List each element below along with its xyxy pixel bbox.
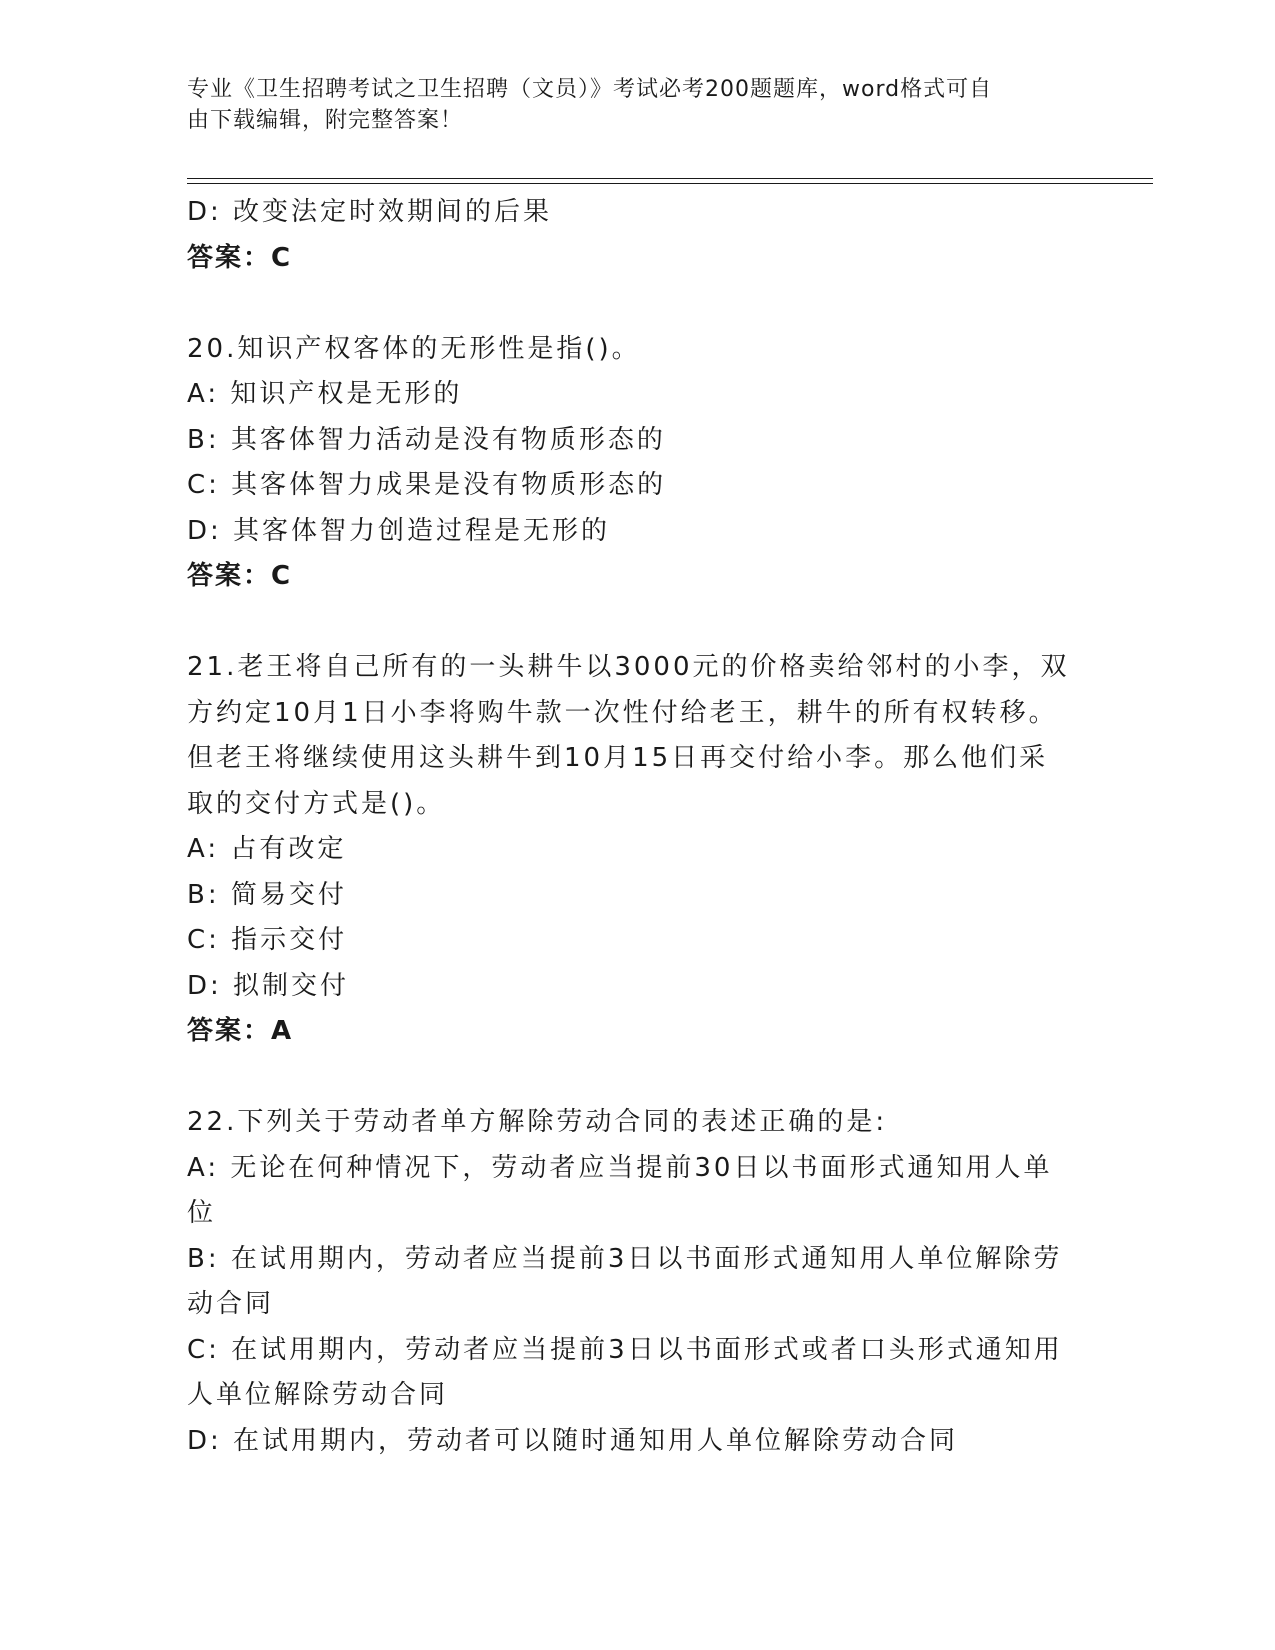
question-stem-line-4: 取的交付方式是()。 — [187, 788, 446, 819]
option-a-line-1: A: 无论在何种情况下，劳动者应当提前30日以书面形式通知用人单 — [187, 1152, 1053, 1183]
option-b-line-2: 动合同 — [187, 1289, 275, 1319]
option-c-line-2: 人单位解除劳动合同 — [187, 1380, 449, 1410]
question-19-tail — [187, 190, 1087, 281]
spacer — [187, 600, 1087, 646]
answer-label: 答案：C — [187, 561, 293, 591]
question-stem-line-1: 21.老王将自己所有的一头耕牛以3000元的价格卖给邻村的小李，双 — [187, 652, 1070, 682]
option-a-line-2: 位 — [187, 1198, 217, 1228]
header-title-line-1: 专业《卫生招聘考试之卫生招聘（文员）》考试必考200题题库，word格式可自 — [187, 77, 993, 102]
question-21 — [187, 645, 1087, 1055]
option-b: B: 简易交付 — [187, 879, 347, 910]
option-b: B: 其客体智力活动是没有物质形态的 — [187, 424, 666, 455]
header-divider-bottom — [187, 183, 1153, 184]
question-stem-line-2: 方约定10月1日小李将购牛款一次性付给老王，耕牛的所有权转移。 — [187, 697, 1058, 728]
option-d: D: 拟制交付 — [187, 970, 350, 1001]
question-stem-line-3: 但老王将继续使用这头耕牛到10月15日再交付给小李。那么他们采 — [187, 743, 1049, 773]
header-title-line-2: 由下载编辑，附完整答案！ — [187, 108, 464, 133]
document-header — [187, 74, 1067, 136]
question-stem: 22.下列关于劳动者单方解除劳动合同的表述正确的是: — [187, 1107, 888, 1137]
option-d: D: 改变法定时效期间的后果 — [187, 197, 553, 227]
question-22 — [187, 1100, 1087, 1464]
option-d: D: 其客体智力创造过程是无形的 — [187, 515, 611, 546]
option-c: C: 其客体智力成果是没有物质形态的 — [187, 470, 667, 500]
header-divider-top — [187, 178, 1153, 179]
option-c: C: 指示交付 — [187, 925, 348, 955]
question-list — [187, 190, 1087, 1464]
spacer — [187, 1055, 1087, 1101]
option-a: A: 占有改定 — [187, 834, 347, 864]
option-a: A: 知识产权是无形的 — [187, 379, 463, 409]
option-d: D: 在试用期内，劳动者可以随时通知用人单位解除劳动合同 — [187, 1425, 959, 1456]
answer-label: 答案：A — [187, 1016, 294, 1046]
answer-label: 答案：C — [187, 242, 293, 273]
option-c-line-1: C: 在试用期内，劳动者应当提前3日以书面形式或者口头形式通知用 — [187, 1334, 1063, 1365]
option-b-line-1: B: 在试用期内，劳动者应当提前3日以书面形式通知用人单位解除劳 — [187, 1243, 1063, 1274]
question-stem: 20.知识产权客体的无形性是指()。 — [187, 333, 641, 364]
question-20 — [187, 327, 1087, 600]
spacer — [187, 281, 1087, 327]
